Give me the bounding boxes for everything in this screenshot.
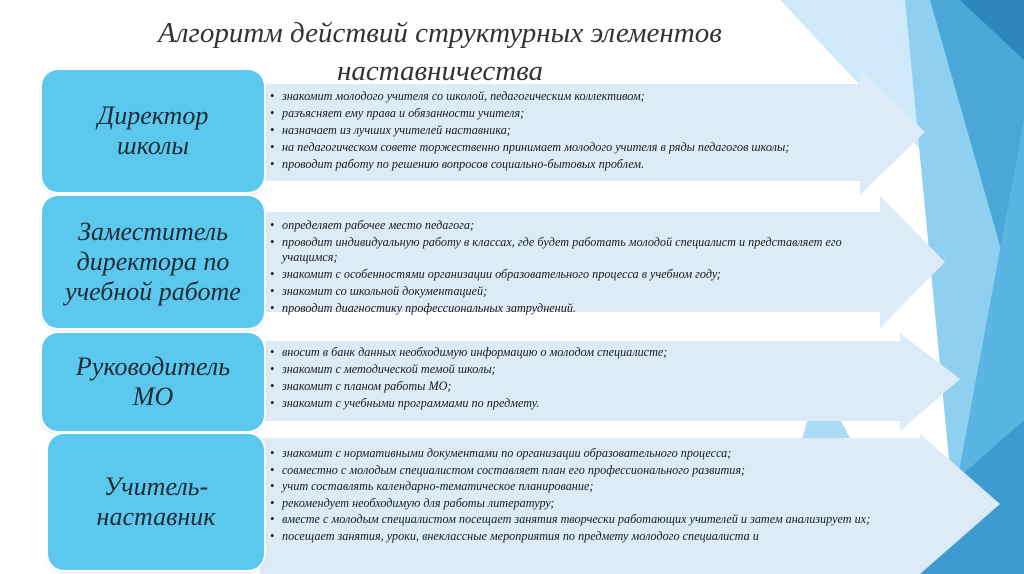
list-item: • разъясняет ему права и обязанности учителя; (268, 106, 868, 121)
list-item: • назначает из лучших учителей наставника; (268, 123, 868, 138)
list-item: • вносит в банк данных необходимую информацию о молодом специалисте; (268, 345, 868, 360)
row-mentor (0, 434, 1024, 574)
list-item: • посещает занятия, уроки, внеклассные мероприятия по предмету молодого специалиста и (268, 529, 888, 544)
list-item: • учит составлять календарно-тематическое планирование; (268, 479, 888, 494)
list-item: • совместно с молодым специалистом составляет план его профессионального развития; (268, 463, 888, 478)
list-item: • проводит диагностику профессиональных затруднений. (268, 301, 858, 316)
role-box-deputy: Заместитель директора по учебной работе (42, 196, 264, 328)
row-deputy (0, 196, 1024, 328)
row-mo-head (0, 333, 1024, 431)
list-item: • знакомит со школьной документацией; (268, 284, 858, 299)
role-box-director: Директор школы (42, 70, 264, 192)
list-item: • проводит работу по решению вопросов социально-бытовых проблем. (268, 157, 868, 172)
page-title: Алгоритм действий структурных элементов наставничества (158, 17, 722, 87)
list-item: • знакомит молодого учителя со школой, педагогическим коллективом; (268, 89, 868, 104)
list-item: • рекомендует необходимую для работы литературу; (268, 496, 888, 511)
list-item: • вместе с молодым специалистом посещает занятия творчески работающих учителей и затем анализирует их; (268, 512, 888, 527)
duties-list (268, 446, 888, 545)
list-item: • знакомит с планом работы МО; (268, 379, 868, 394)
row-director (0, 70, 1024, 195)
list-item: • определяет рабочее место педагога; (268, 218, 858, 233)
duties-list (268, 89, 868, 174)
role-box-mentor: Учитель- наставник (48, 434, 264, 570)
role-box-mo-head: Руководитель МО (42, 333, 264, 431)
list-item: • знакомит с методической темой школы; (268, 362, 868, 377)
duties-list (268, 345, 868, 413)
duties-list (268, 218, 858, 318)
list-item: • на педагогическом совете торжественно принимает молодого учителя в ряды педагогов школы; (268, 140, 868, 155)
list-item: • проводит индивидуальную работу в классах, где будет работать молодой специалист и представляет его учащимся; (268, 235, 858, 265)
list-item: • знакомит с учебными программами по предмету. (268, 396, 868, 411)
list-item: • знакомит с нормативными документами по организации образовательного процесса; (268, 446, 888, 461)
list-item: • знакомит с особенностями организации образовательного процесса в учебном году; (268, 267, 858, 282)
